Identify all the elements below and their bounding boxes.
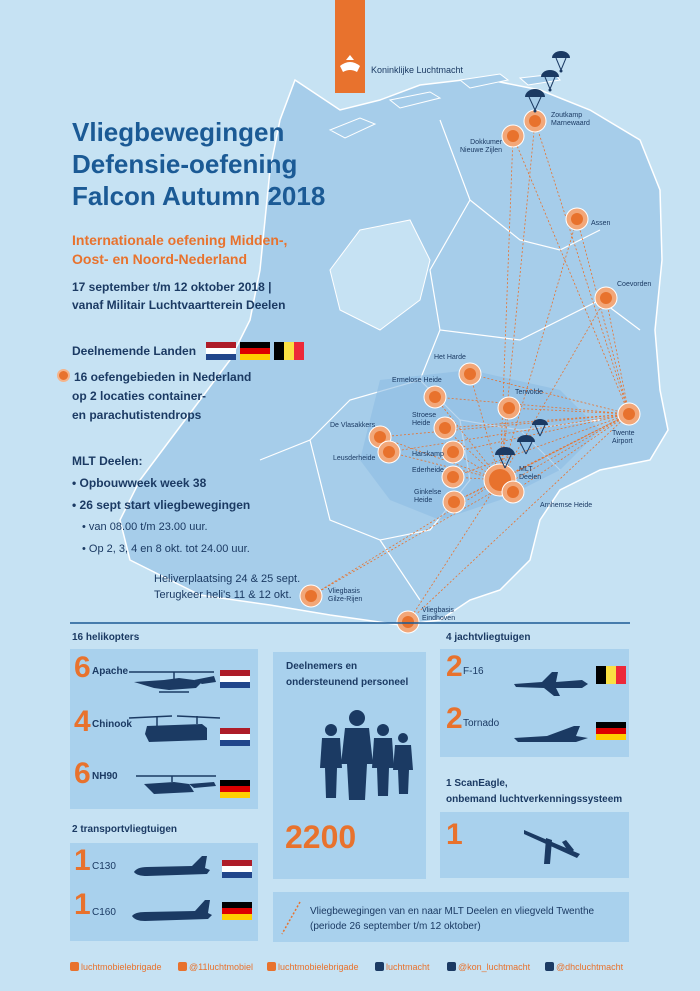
chinook-icon [127,712,222,746]
f16-icon [512,668,590,698]
personnel-label: Deelnemers en ondersteunend personeel [286,661,409,688]
scaneagle-label: 1 ScanEagle, onbemand luchtverkenningssysteem [446,778,623,805]
flag-be-icon [596,666,626,684]
mlt-title: MLT Deelen: [72,454,143,468]
exercise-area-marker-core [464,368,476,380]
f16-count: 2 [446,650,463,683]
tornado-label: Tornado [463,718,500,729]
footer-social-5[interactable]: @kon_luchtmacht [447,962,530,972]
place-label: Stroese Heide [412,412,437,427]
place-label: Arnhemse Heide [540,502,593,509]
place-label: Coevorden [617,281,652,288]
flag-nl-icon [222,860,252,878]
exercise-area-marker-core [448,496,460,508]
exercise-area-marker-core [447,446,459,458]
f16-label: F-16 [463,666,484,677]
legend-text: Vliegbewegingen van en naar MLT Deelen en vliegveld Twenthe (periode 26 september t/m 12 oktober) [310,906,595,932]
exercise-area-marker-core [429,391,441,403]
place-label: De Vlasakkers [330,422,376,429]
nh90-count: 6 [74,757,91,790]
countries-label: Deelnemende Landen [72,344,197,358]
subtitle: Internationale oefening Midden-, Oost- en Noord-Nederland [72,232,288,267]
c130-icon [132,852,212,882]
soldiers-icon [317,708,415,803]
exercise-area-marker-core [507,486,519,498]
heli-relocation-note: Heliverplaatsing 24 & 25 sept. Terugkeer heli's 11 & 12 okt. [154,573,301,601]
place-label: Harskamp [412,451,444,458]
exercise-area-marker-core [374,431,386,443]
scaneagle-icon [522,824,584,866]
exercise-area-marker-core [305,590,317,602]
tornado-count: 2 [446,702,463,735]
place-label: Zoutkamp Marnewaard [551,112,590,127]
helicopters-label: 16 helikopters [72,632,140,643]
exercise-area-marker-core [600,292,612,304]
facebook-icon [375,962,384,971]
exercise-sites: 16 oefengebieden in Nederland op 2 locaties container- en parachutistendrops [72,368,251,425]
exercise-area-marker-core [623,408,635,420]
luchtmacht-emblem-icon [335,0,365,93]
flag-nl-icon [220,728,250,746]
mlt-deelen-schedule: MLT Deelen: • Opbouwweek week 38 • 26 sept start vliegbewegingen • van 08.00 t/m 23.00 uur. • Op 2, 3, 4 en 8 okt. tot 24.00 uur. [72,450,250,560]
jets-label: 4 jachtvliegtuigen [446,632,531,643]
place-label: Terwolde [515,389,544,396]
exercise-area-marker-core [447,471,459,483]
nh90-icon [134,772,219,798]
c160-label: C160 [92,907,116,918]
place-label: Twente Airport [612,430,635,445]
transport-label: 2 transportvliegtuigen [72,824,178,835]
flag-be-icon [274,342,304,360]
place-label: Ederheide [412,467,444,474]
scaneagle-count: 1 [446,818,463,851]
participating-countries [72,344,196,358]
chinook-label: Chinook [92,719,132,730]
logo-banner [335,0,365,93]
org-name: Koninklijke Luchtmacht [371,65,464,75]
flight-path-icon [280,900,302,936]
exercise-area-marker-core [383,446,395,458]
exercise-area-marker-core [507,130,519,142]
apache-label: Apache [92,666,129,677]
footer-social-3[interactable]: luchtmobielebrigade [267,962,359,972]
footer-social-2[interactable]: @11luchtmobiel [178,962,253,972]
exercise-area-marker-core [571,213,583,225]
flag-de-icon [240,342,270,360]
place-label: Vliegbasis Gilze-Rijen [328,588,363,603]
target-marker-icon [57,369,70,382]
exercise-area-marker-core [402,616,414,628]
personnel-count: 2200 [285,819,357,855]
exercise-area-marker-core [439,422,451,434]
apache-count: 6 [74,651,91,684]
place-label: Ginkelse Heide [414,489,442,504]
c160-icon [130,896,215,926]
place-label: MLT Deelen [519,466,542,481]
place-label: Assen [591,220,611,227]
place-label: Het Harde [434,354,466,361]
page-title: Vliegbewegingen Defensie-oefening Falcon Autumn 2018 [72,117,326,211]
twitter-icon [545,962,554,971]
footer-social-4[interactable]: luchtmacht [375,962,430,972]
flag-de-icon [220,780,250,798]
apache-icon [124,668,219,696]
footer-social-6[interactable]: @dhcluchtmacht [545,962,623,972]
flag-nl-icon [220,670,250,688]
instagram-icon [447,962,456,971]
instagram-icon [267,962,276,971]
twitter-icon [178,962,187,971]
exercise-area-marker-core [529,115,541,127]
flag-de-icon [222,902,252,920]
c160-count: 1 [74,888,91,921]
place-label: Dokkumer Nieuwe Zijlen [460,139,503,154]
nh90-label: NH90 [92,771,118,782]
place-label: Vliegbasis Eindhoven [422,607,456,622]
exercise-area-marker-core [503,402,515,414]
tornado-icon [512,720,590,748]
chinook-count: 4 [74,705,91,738]
flag-nl-icon [206,342,236,360]
c130-label: C130 [92,861,116,872]
facebook-icon [70,962,79,971]
exercise-dates: 17 september t/m 12 oktober 2018 | vanaf Militair Luchtvaartterein Deelen [72,280,286,312]
place-label: Ermelose Heide [392,377,442,384]
place-label: Leusderheide [333,455,376,462]
footer-social-1[interactable]: luchtmobielebrigade [70,962,162,972]
c130-count: 1 [74,844,91,877]
flag-de-icon [596,722,626,740]
